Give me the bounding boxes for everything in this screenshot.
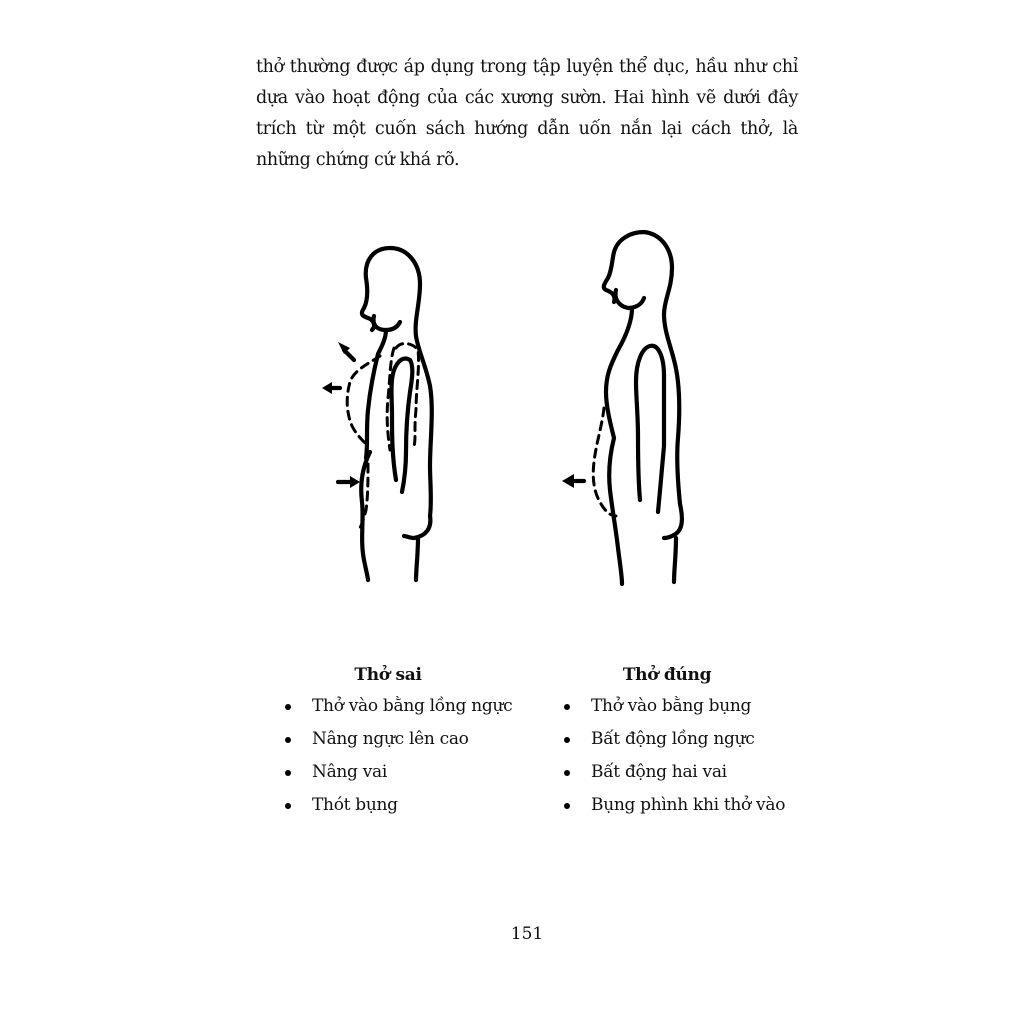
- bullet-icon: [285, 737, 291, 743]
- list-item: Bất động lồng ngực: [551, 723, 811, 756]
- incorrect-breathing-column: [272, 660, 532, 822]
- body-paragraph: thở thường được áp dụng trong tập luyện thể dục, hầu như chỉ dựa vào hoạt động của các xương sườn. Hai hình vẽ dưới đây trích từ một cuốn sách hướng dẫn uốn nắn lại cách thở, là những chứng cứ khá rõ.: [256, 57, 798, 170]
- figure-correct-breathing: [552, 226, 702, 588]
- incorrect-breathing-illustration: [310, 220, 460, 590]
- correct-breathing-column: [551, 660, 811, 822]
- incorrect-breathing-list: [272, 690, 532, 822]
- bullet-icon: [564, 803, 570, 809]
- bullet-icon: [564, 770, 570, 776]
- bullet-icon: [285, 803, 291, 809]
- bullet-icon: [285, 770, 291, 776]
- figure-incorrect-breathing: [310, 220, 460, 590]
- bullet-icon: [564, 704, 570, 710]
- incorrect-breathing-title: Thở sai: [354, 665, 422, 685]
- list-item: Bụng phình khi thở vào: [551, 789, 811, 822]
- list-item: Bất động hai vai: [551, 756, 811, 789]
- list-item: Nâng vai: [272, 756, 532, 789]
- bullet-icon: [285, 704, 291, 710]
- list-item: Thở vào bằng bụng: [551, 690, 811, 723]
- list-item: Thót bụng: [272, 789, 532, 822]
- bullet-icon: [564, 737, 570, 743]
- list-item: Nâng ngực lên cao: [272, 723, 532, 756]
- correct-breathing-list: [551, 690, 811, 822]
- correct-breathing-illustration: [552, 226, 702, 588]
- correct-breathing-title: Thở đúng: [622, 665, 712, 685]
- page-number: 151: [510, 924, 544, 944]
- list-item: Thở vào bằng lồng ngực: [272, 690, 532, 723]
